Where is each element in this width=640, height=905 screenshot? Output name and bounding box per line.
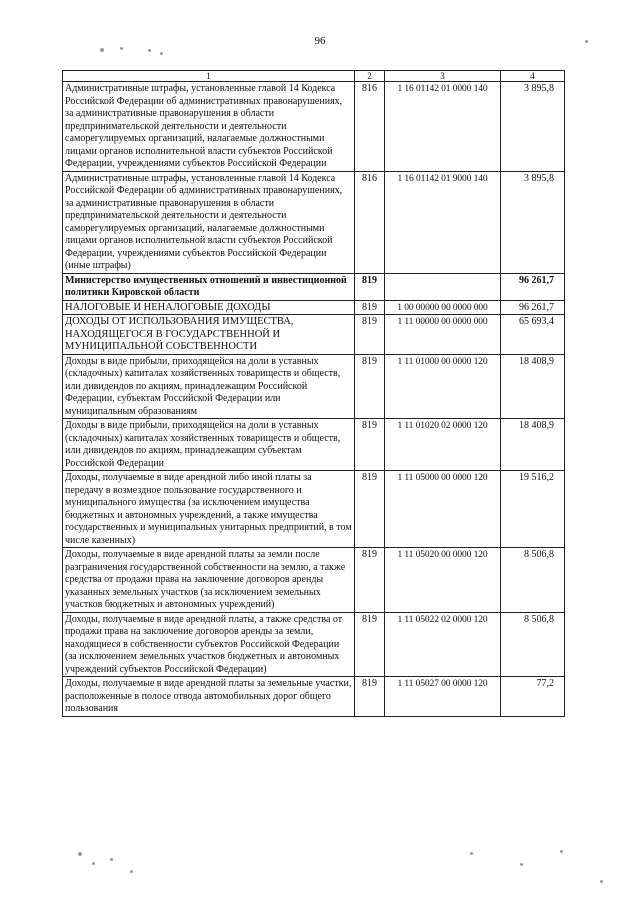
scan-speck bbox=[92, 862, 95, 865]
column-number-1: 1 bbox=[63, 71, 355, 82]
row-name-cell: Доходы в виде прибыли, приходящейся на доли в уставных (складочных) капиталах хозяйственных товариществ и обществ, или дивидендов по акциям, принадлежащим Российской Федерации, субъектам Российской Федерации или муниципальным образованиям bbox=[63, 354, 355, 419]
scan-speck bbox=[520, 863, 523, 866]
row-amount-cell: 19 516,2 bbox=[501, 471, 565, 548]
row-name-cell: Доходы, получаемые в виде арендной платы за земельные участки, расположенные в полосе отвода автомобильных дорог общего пользования bbox=[63, 677, 355, 717]
scan-speck bbox=[78, 852, 82, 856]
row-classification-code-cell: 1 11 00000 00 0000 000 bbox=[385, 315, 501, 355]
row-admin-code-cell: 819 bbox=[355, 354, 385, 419]
table-row bbox=[63, 471, 565, 548]
scan-speck bbox=[148, 49, 151, 52]
scan-speck bbox=[100, 48, 104, 52]
row-amount-cell: 3 895,8 bbox=[501, 82, 565, 172]
row-name-cell: Административные штрафы, установленные главой 14 Кодекса Российской Федерации об административных правонарушениях, за административные правонарушения в области предпринимательской деятельности и деятельности саморегулируемых организаций, налагаемые должностными лицами органов исполнительной власти субъектов Российской Федерации, учреждениями субъектов Российской Федерации (иные штрафы) bbox=[63, 171, 355, 273]
row-amount-cell: 77,2 bbox=[501, 677, 565, 717]
table-row bbox=[63, 354, 565, 419]
row-classification-code-cell: 1 16 01142 01 9000 140 bbox=[385, 171, 501, 273]
column-number-2: 2 bbox=[355, 71, 385, 82]
table-row bbox=[63, 82, 565, 172]
row-classification-code-cell bbox=[385, 273, 501, 300]
row-admin-code-cell: 819 bbox=[355, 315, 385, 355]
row-amount-cell: 8 506,8 bbox=[501, 612, 565, 677]
table-row bbox=[63, 300, 565, 315]
page-number: 96 bbox=[314, 35, 326, 47]
row-classification-code-cell: 1 11 05027 00 0000 120 bbox=[385, 677, 501, 717]
row-amount-cell: 96 261,7 bbox=[501, 273, 565, 300]
table-row bbox=[63, 273, 565, 300]
row-name-cell: Доходы, получаемые в виде арендной платы, а также средства от продажи права на заключение договоров аренды за земли, находящиеся в собственности субъектов Российской Федерации (за исключением земельных участков бюджетных и автономных учреждений субъектов Российской Федерации) bbox=[63, 612, 355, 677]
scan-speck bbox=[560, 850, 563, 853]
table-row bbox=[63, 677, 565, 717]
column-number-4: 4 bbox=[501, 71, 565, 82]
table-body bbox=[63, 82, 565, 717]
row-admin-code-cell: 819 bbox=[355, 471, 385, 548]
table-row bbox=[63, 612, 565, 677]
row-amount-cell: 18 408,9 bbox=[501, 419, 565, 471]
row-admin-code-cell: 819 bbox=[355, 548, 385, 613]
scan-speck bbox=[120, 47, 123, 50]
row-name-cell: НАЛОГОВЫЕ И НЕНАЛОГОВЫЕ ДОХОДЫ bbox=[63, 300, 355, 315]
scan-speck bbox=[600, 880, 603, 883]
table-row bbox=[63, 419, 565, 471]
row-amount-cell: 65 693,4 bbox=[501, 315, 565, 355]
row-classification-code-cell: 1 11 05022 02 0000 120 bbox=[385, 612, 501, 677]
row-classification-code-cell: 1 00 00000 00 0000 000 bbox=[385, 300, 501, 315]
scan-speck bbox=[470, 852, 473, 855]
scan-speck bbox=[130, 870, 133, 873]
row-classification-code-cell: 1 11 05020 00 0000 120 bbox=[385, 548, 501, 613]
row-classification-code-cell: 1 11 01000 00 0000 120 bbox=[385, 354, 501, 419]
row-admin-code-cell: 819 bbox=[355, 612, 385, 677]
row-name-cell: Доходы, получаемые в виде арендной либо иной платы за передачу в возмездное пользование государственного и муниципального имущества (за исключением имущества бюджетных и автономных учреждений, а также имущества государственных и муниципальных унитарных предприятий, в том числе казенных) bbox=[63, 471, 355, 548]
row-classification-code-cell: 1 16 01142 01 0000 140 bbox=[385, 82, 501, 172]
column-number-3: 3 bbox=[385, 71, 501, 82]
row-admin-code-cell: 819 bbox=[355, 273, 385, 300]
row-classification-code-cell: 1 11 05000 00 0000 120 bbox=[385, 471, 501, 548]
scan-speck bbox=[585, 40, 588, 43]
row-amount-cell: 8 506,8 bbox=[501, 548, 565, 613]
row-name-cell: Министерство имущественных отношений и инвестиционной политики Кировской области bbox=[63, 273, 355, 300]
row-amount-cell: 18 408,9 bbox=[501, 354, 565, 419]
row-admin-code-cell: 819 bbox=[355, 419, 385, 471]
row-name-cell: Доходы в виде прибыли, приходящейся на доли в уставных (складочных) капиталах хозяйственных товариществ и обществ, или дивидендов по акциям, принадлежащим субъектам Российской Федерации bbox=[63, 419, 355, 471]
row-classification-code-cell: 1 11 01020 02 0000 120 bbox=[385, 419, 501, 471]
row-amount-cell: 96 261,7 bbox=[501, 300, 565, 315]
revenue-table bbox=[62, 70, 565, 717]
row-admin-code-cell: 819 bbox=[355, 677, 385, 717]
scan-speck bbox=[110, 858, 113, 861]
row-name-cell: Доходы, получаемые в виде арендной платы за земли после разграничения государственной собственности на землю, а также средства от продажи права на заключение договоров аренды указанных земельных участков (за исключением земельных участков бюджетных и автономных учреждений) bbox=[63, 548, 355, 613]
row-amount-cell: 3 895,8 bbox=[501, 171, 565, 273]
row-name-cell: Административные штрафы, установленные главой 14 Кодекса Российской Федерации об административных правонарушениях, за административные правонарушения в области предпринимательской деятельности и деятельности саморегулируемых организаций, налагаемые должностными лицами органов исполнительной власти субъектов Российской Федерации, учреждениями субъектов Российской Федерации bbox=[63, 82, 355, 172]
table-row bbox=[63, 171, 565, 273]
row-admin-code-cell: 816 bbox=[355, 82, 385, 172]
column-number-row bbox=[63, 71, 565, 82]
row-admin-code-cell: 819 bbox=[355, 300, 385, 315]
row-name-cell: ДОХОДЫ ОТ ИСПОЛЬЗОВАНИЯ ИМУЩЕСТВА, НАХОДЯЩЕГОСЯ В ГОСУДАРСТВЕННОЙ И МУНИЦИПАЛЬНОЙ СОБСТВЕННОСТИ bbox=[63, 315, 355, 355]
table-row bbox=[63, 548, 565, 613]
scan-speck bbox=[160, 52, 163, 55]
table-row bbox=[63, 315, 565, 355]
row-admin-code-cell: 816 bbox=[355, 171, 385, 273]
